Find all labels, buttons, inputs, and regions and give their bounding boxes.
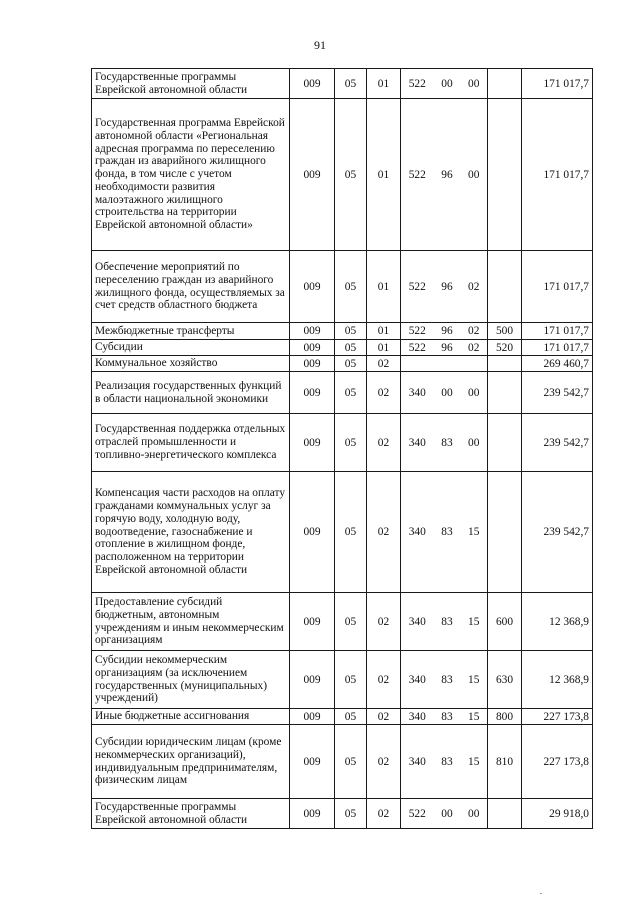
table-row [92, 472, 593, 593]
target-article-code-3: 00 [461, 69, 488, 99]
expense-type-code [488, 472, 522, 593]
expense-type-code [488, 251, 522, 323]
row-name: Государственные программы Еврейской автономной области [92, 69, 290, 99]
amount: 239 542,7 [522, 414, 593, 472]
scan-speck [540, 893, 542, 894]
target-article-code-2: 96 [434, 99, 461, 251]
amount: 171 017,7 [522, 251, 593, 323]
section-code: 05 [335, 593, 367, 651]
ministry-code: 009 [290, 251, 335, 323]
section-code: 05 [335, 799, 367, 829]
ministry-code: 009 [290, 340, 335, 356]
target-article-code-1: 522 [401, 799, 434, 829]
section-code: 05 [335, 340, 367, 356]
subsection-code: 01 [367, 340, 401, 356]
table-row [92, 69, 593, 99]
target-article-code-1: 522 [401, 99, 434, 251]
subsection-code: 02 [367, 799, 401, 829]
expense-type-code: 810 [488, 725, 522, 799]
subsection-code: 02 [367, 651, 401, 709]
expense-type-code [488, 99, 522, 251]
target-article-code-2: 96 [434, 323, 461, 340]
row-name: Субсидии некоммерческим организациям (за исключением государственных (муниципальных) учреждений) [92, 651, 290, 709]
ministry-code: 009 [290, 99, 335, 251]
subsection-code: 02 [367, 356, 401, 372]
subsection-code: 02 [367, 709, 401, 725]
row-name: Иные бюджетные ассигнования [92, 709, 290, 725]
target-article-code-3: 02 [461, 340, 488, 356]
target-article-code-3: 02 [461, 323, 488, 340]
table-row [92, 251, 593, 323]
target-article-code-3: 15 [461, 725, 488, 799]
target-article-code-2: 83 [434, 709, 461, 725]
page-number: 91 [314, 38, 326, 52]
table-row [92, 593, 593, 651]
target-article-code-3: 15 [461, 651, 488, 709]
row-name: Предоставление субсидий бюджетным, автономным учреждениям и иным некоммерческим организациям [92, 593, 290, 651]
amount: 12 368,9 [522, 651, 593, 709]
row-name: Субсидии юридическим лицам (кроме некоммерческих организаций), индивидуальным предпринимателям, физическим лицам [92, 725, 290, 799]
target-article-code-2: 00 [434, 799, 461, 829]
subsection-code: 01 [367, 69, 401, 99]
table-row [92, 709, 593, 725]
target-article-code-3: 00 [461, 799, 488, 829]
target-article-code-1: 522 [401, 340, 434, 356]
expense-type-code: 600 [488, 593, 522, 651]
table-row [92, 725, 593, 799]
table-row [92, 323, 593, 340]
section-code: 05 [335, 356, 367, 372]
target-article-code-1: 340 [401, 372, 434, 414]
row-name: Государственные программы Еврейской автономной области [92, 799, 290, 829]
target-article-code-2 [434, 356, 461, 372]
amount: 171 017,7 [522, 69, 593, 99]
section-code: 05 [335, 69, 367, 99]
target-article-code-3: 15 [461, 709, 488, 725]
target-article-code-2: 00 [434, 372, 461, 414]
table-row [92, 372, 593, 414]
amount: 171 017,7 [522, 323, 593, 340]
table-row [92, 414, 593, 472]
target-article-code-1: 340 [401, 414, 434, 472]
budget-table [91, 68, 593, 829]
section-code: 05 [335, 99, 367, 251]
amount: 239 542,7 [522, 472, 593, 593]
amount: 29 918,0 [522, 799, 593, 829]
row-name: Межбюджетные трансферты [92, 323, 290, 340]
target-article-code-1 [401, 356, 434, 372]
expense-type-code [488, 799, 522, 829]
ministry-code: 009 [290, 709, 335, 725]
target-article-code-3: 02 [461, 251, 488, 323]
expense-type-code: 800 [488, 709, 522, 725]
table-row [92, 356, 593, 372]
target-article-code-3: 00 [461, 99, 488, 251]
row-name: Коммунальное хозяйство [92, 356, 290, 372]
table-row [92, 651, 593, 709]
target-article-code-1: 340 [401, 651, 434, 709]
target-article-code-3: 00 [461, 372, 488, 414]
target-article-code-1: 340 [401, 472, 434, 593]
amount: 227 173,8 [522, 709, 593, 725]
section-code: 05 [335, 709, 367, 725]
subsection-code: 01 [367, 323, 401, 340]
expense-type-code [488, 414, 522, 472]
target-article-code-1: 340 [401, 725, 434, 799]
section-code: 05 [335, 472, 367, 593]
ministry-code: 009 [290, 414, 335, 472]
row-name: Государственная программа Еврейской автономной области «Региональная адресная программа по переселению граждан из аварийного жилищного фонда, в том числе с учетом необходимости развития малоэтажного жилищного строительства на территории Еврейской автономной области» [92, 99, 290, 251]
section-code: 05 [335, 251, 367, 323]
target-article-code-1: 522 [401, 323, 434, 340]
section-code: 05 [335, 414, 367, 472]
row-name: Государственная поддержка отдельных отраслей промышленности и топливно-энергетического комплекса [92, 414, 290, 472]
subsection-code: 01 [367, 99, 401, 251]
ministry-code: 009 [290, 593, 335, 651]
target-article-code-3: 15 [461, 593, 488, 651]
ministry-code: 009 [290, 372, 335, 414]
amount: 227 173,8 [522, 725, 593, 799]
amount: 239 542,7 [522, 372, 593, 414]
table-row [92, 340, 593, 356]
target-article-code-2: 83 [434, 414, 461, 472]
target-article-code-2: 83 [434, 651, 461, 709]
expense-type-code: 500 [488, 323, 522, 340]
ministry-code: 009 [290, 323, 335, 340]
target-article-code-3: 00 [461, 414, 488, 472]
expense-type-code [488, 69, 522, 99]
section-code: 05 [335, 725, 367, 799]
subsection-code: 02 [367, 414, 401, 472]
ministry-code: 009 [290, 799, 335, 829]
section-code: 05 [335, 372, 367, 414]
subsection-code: 02 [367, 472, 401, 593]
target-article-code-2: 83 [434, 725, 461, 799]
target-article-code-1: 340 [401, 593, 434, 651]
subsection-code: 02 [367, 725, 401, 799]
amount: 12 368,9 [522, 593, 593, 651]
target-article-code-1: 522 [401, 69, 434, 99]
target-article-code-1: 340 [401, 709, 434, 725]
table-row [92, 799, 593, 829]
subsection-code: 02 [367, 593, 401, 651]
expense-type-code [488, 372, 522, 414]
target-article-code-2: 96 [434, 251, 461, 323]
row-name: Субсидии [92, 340, 290, 356]
table-row [92, 99, 593, 251]
amount: 171 017,7 [522, 99, 593, 251]
section-code: 05 [335, 651, 367, 709]
expense-type-code [488, 356, 522, 372]
amount: 171 017,7 [522, 340, 593, 356]
target-article-code-2: 00 [434, 69, 461, 99]
subsection-code: 01 [367, 251, 401, 323]
row-name: Компенсация части расходов на оплату гражданами коммунальных услуг за горячую воду, холодную воду, водоотведение, газоснабжение и отопление в жилищном фонде, расположенном на территории Еврейской автономной области [92, 472, 290, 593]
target-article-code-3: 15 [461, 472, 488, 593]
ministry-code: 009 [290, 472, 335, 593]
row-name: Обеспечение мероприятий по переселению граждан из аварийного жилищного фонда, осуществляемых за счет средств областного бюджета [92, 251, 290, 323]
target-article-code-3 [461, 356, 488, 372]
expense-type-code: 520 [488, 340, 522, 356]
target-article-code-2: 83 [434, 472, 461, 593]
ministry-code: 009 [290, 69, 335, 99]
ministry-code: 009 [290, 725, 335, 799]
row-name: Реализация государственных функций в области национальной экономики [92, 372, 290, 414]
table-body [92, 69, 593, 829]
section-code: 05 [335, 323, 367, 340]
ministry-code: 009 [290, 356, 335, 372]
target-article-code-2: 83 [434, 593, 461, 651]
expense-type-code: 630 [488, 651, 522, 709]
target-article-code-2: 96 [434, 340, 461, 356]
subsection-code: 02 [367, 372, 401, 414]
amount: 269 460,7 [522, 356, 593, 372]
target-article-code-1: 522 [401, 251, 434, 323]
ministry-code: 009 [290, 651, 335, 709]
